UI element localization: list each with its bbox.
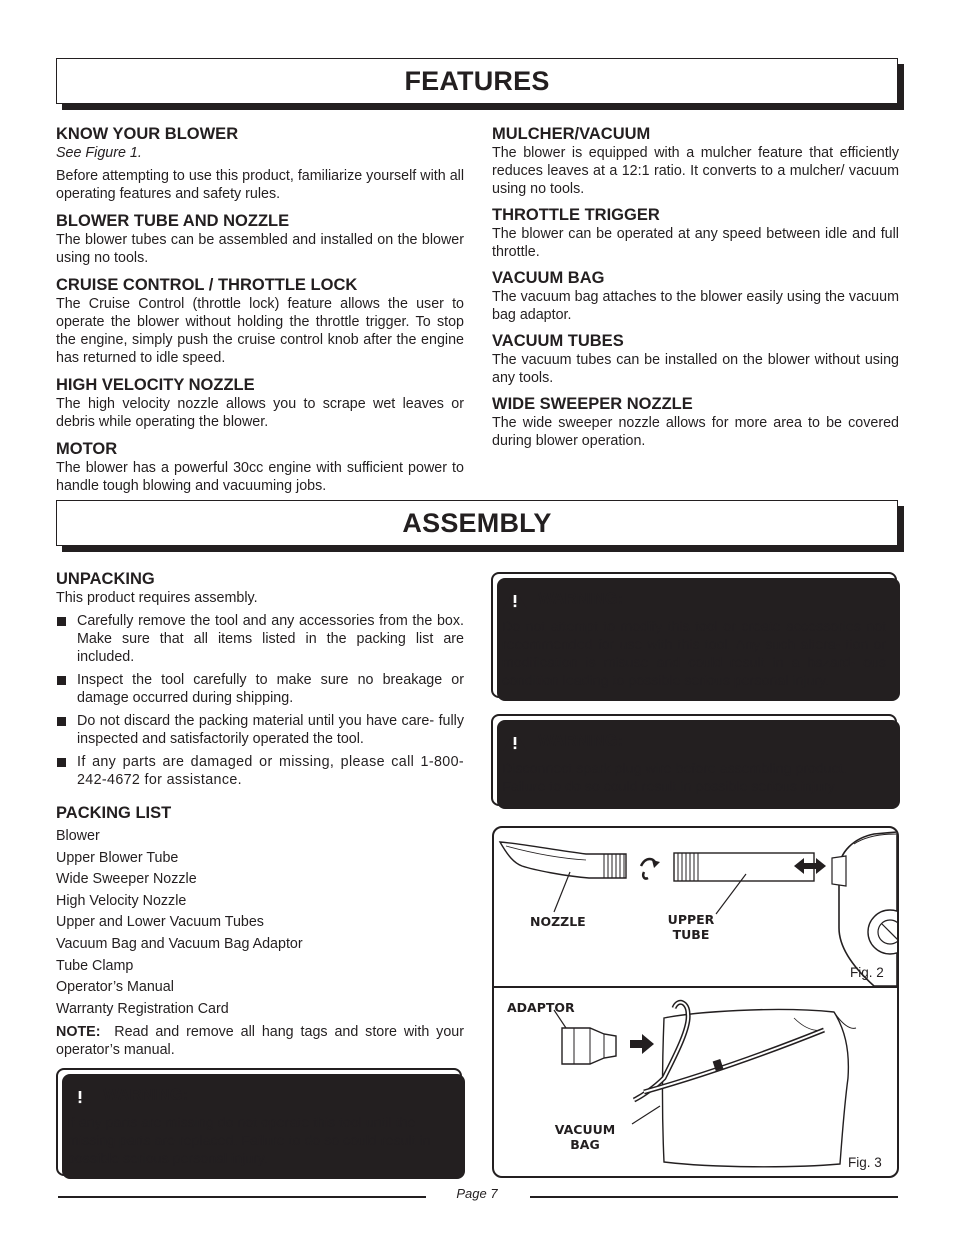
- packing-list-heading: PACKING LIST: [56, 804, 172, 822]
- feature-subnote: See Figure 1.: [56, 145, 142, 161]
- label-adaptor: ADAPTOR: [507, 1000, 575, 1015]
- warning-title: WARNING:: [538, 731, 624, 750]
- feature-heading: MULCHER/VACUUM: [492, 125, 651, 143]
- feature-text: The vacuum tubes can be installed on the blower without using any tools.: [492, 352, 899, 386]
- label-tube: TUBE: [672, 927, 710, 942]
- feature-text: The vacuum bag attaches to the blower easily using the vacuum bag adaptor.: [492, 289, 899, 323]
- unpacking-heading: UNPACKING: [56, 570, 155, 588]
- assembly-title: ASSEMBLY: [402, 507, 552, 538]
- label-nozzle: NOZZLE: [530, 914, 586, 929]
- feature-heading: HIGH VELOCITY NOZZLE: [56, 376, 255, 394]
- feature-text: The Cruise Control (throttle lock) feature allows the user to operate the blower without holding the throttle trigger. To stop the engine, simply push the cruise control knob after the engine has returned to idle speed.: [56, 296, 464, 366]
- features-right-column: [492, 125, 899, 450]
- feature-heading: BLOWER TUBE AND NOZZLE: [56, 212, 290, 230]
- warning-triangle-icon: [502, 730, 528, 752]
- packing-list-item: Upper Blower Tube: [56, 849, 179, 866]
- feature-text: The wide sweeper nozzle allows for more area to be covered during blower operation.: [492, 415, 899, 449]
- features-banner: [56, 58, 898, 104]
- packing-list-item: High Velocity Nozzle: [56, 892, 187, 909]
- feature-heading: WIDE SWEEPER NOZZLE: [492, 395, 693, 413]
- feature-text: The blower can be operated at any speed between idle and full throttle.: [492, 226, 899, 260]
- note-text: Read and remove all hang tags and store with your operator’s manual.: [56, 1024, 464, 1059]
- label-bag: BAG: [570, 1137, 600, 1152]
- feature-heading: CRUISE CONTROL / THROTTLE LOCK: [56, 276, 358, 294]
- feature-text: Before attempting to use this product, familiarize yourself with all operating features and safety rules.: [56, 168, 464, 202]
- label-upper-tube: [664, 912, 718, 942]
- note-label: NOTE:: [56, 1024, 101, 1041]
- list-item: Carefully remove the tool and any accessories from the box. Make sure that all items listed in the packing list are included.: [56, 612, 464, 666]
- packing-list-item: Vacuum Bag and Vacuum Bag Adaptor: [56, 935, 303, 952]
- feature-heading: KNOW YOUR BLOWER: [56, 125, 239, 143]
- label-upper: UPPER: [667, 912, 715, 927]
- fig3-caption: Fig. 3: [848, 1155, 882, 1170]
- warning-box-missing-parts: [56, 1068, 462, 1176]
- fig2-caption: Fig. 2: [850, 965, 884, 980]
- list-item: Do not discard the packing material until you have care- fully inspected and satisfactorily operated the tool.: [56, 712, 464, 748]
- warning-title-row: [502, 588, 886, 610]
- packing-list: [56, 826, 464, 1020]
- feature-heading: VACUUM BAG: [492, 269, 605, 287]
- warning-title-row: [502, 730, 886, 752]
- packing-list-item: Blower: [56, 828, 100, 844]
- warning-title-row: [67, 1084, 451, 1106]
- features-title: FEATURES: [404, 65, 550, 96]
- warning-box-spark-plug: [491, 714, 897, 806]
- page-number: Page 7: [456, 1186, 498, 1201]
- packing-list-item: Tube Clamp: [56, 957, 134, 974]
- warning-title: WARNING:: [538, 589, 624, 608]
- list-item: Inspect the tool carefully to make sure no breakage or damage occurred during shipping.: [56, 671, 464, 707]
- list-item: If any parts are damaged or missing, please call 1-800-242-4672 for assistance.: [56, 753, 464, 789]
- warning-text: If any parts are missing do not operate this tool until the missing parts are replaced. Failure to do so could result in possible serious personal injury.: [67, 1115, 431, 1167]
- figure-box: [492, 826, 899, 1178]
- warning-text: Do not attempt to modify this tool or create accessories not recommended for use with this tool. Any such altera- tion or modification is misuse and could result in a hazard- ous condition leading to possible serious personal injury.: [502, 619, 886, 689]
- warning-text: Disconnect spark plug wire before assembling product. Failure to do so could result in possible serious injury.: [502, 761, 847, 795]
- warning-triangle-icon: [67, 1084, 93, 1106]
- warning-box-modify: [491, 572, 897, 698]
- feature-heading: THROTTLE TRIGGER: [492, 206, 660, 224]
- packing-list-item: Operator’s Manual: [56, 979, 174, 996]
- feature-text: The blower is equipped with a mulcher feature that efficiently reduces leaves at a 12:1 ratio. It converts to a mulcher/ vacuum using no tools.: [492, 145, 899, 197]
- feature-heading: MOTOR: [56, 440, 118, 458]
- packing-list-item: Wide Sweeper Nozzle: [56, 871, 197, 888]
- assembly-left-column: [56, 570, 464, 1059]
- unpacking-intro: This product requires assembly.: [56, 590, 258, 606]
- feature-heading: VACUUM TUBES: [492, 332, 624, 350]
- assembly-banner: [56, 500, 898, 546]
- feature-text: The blower tubes can be assembled and installed on the blower using no tools.: [56, 232, 464, 266]
- warning-triangle-icon: [502, 588, 528, 610]
- warning-title: WARNING:: [103, 1085, 189, 1104]
- fig2-drawing: [494, 828, 897, 986]
- feature-text: The blower has a powerful 30cc engine with sufficient power to handle tough blowing and vacuuming jobs.: [56, 460, 464, 494]
- packing-list-item: Upper and Lower Vacuum Tubes: [56, 914, 264, 931]
- features-left-column: [56, 125, 464, 495]
- label-vacuum-bag: [554, 1122, 616, 1152]
- packing-list-item: Warranty Registration Card: [56, 1000, 229, 1017]
- feature-text: The high velocity nozzle allows you to scrape wet leaves or debris while operating the blower.: [56, 396, 464, 430]
- packing-note: [56, 1023, 464, 1059]
- unpacking-list: [56, 612, 464, 789]
- label-vacuum: VACUUM: [554, 1122, 616, 1137]
